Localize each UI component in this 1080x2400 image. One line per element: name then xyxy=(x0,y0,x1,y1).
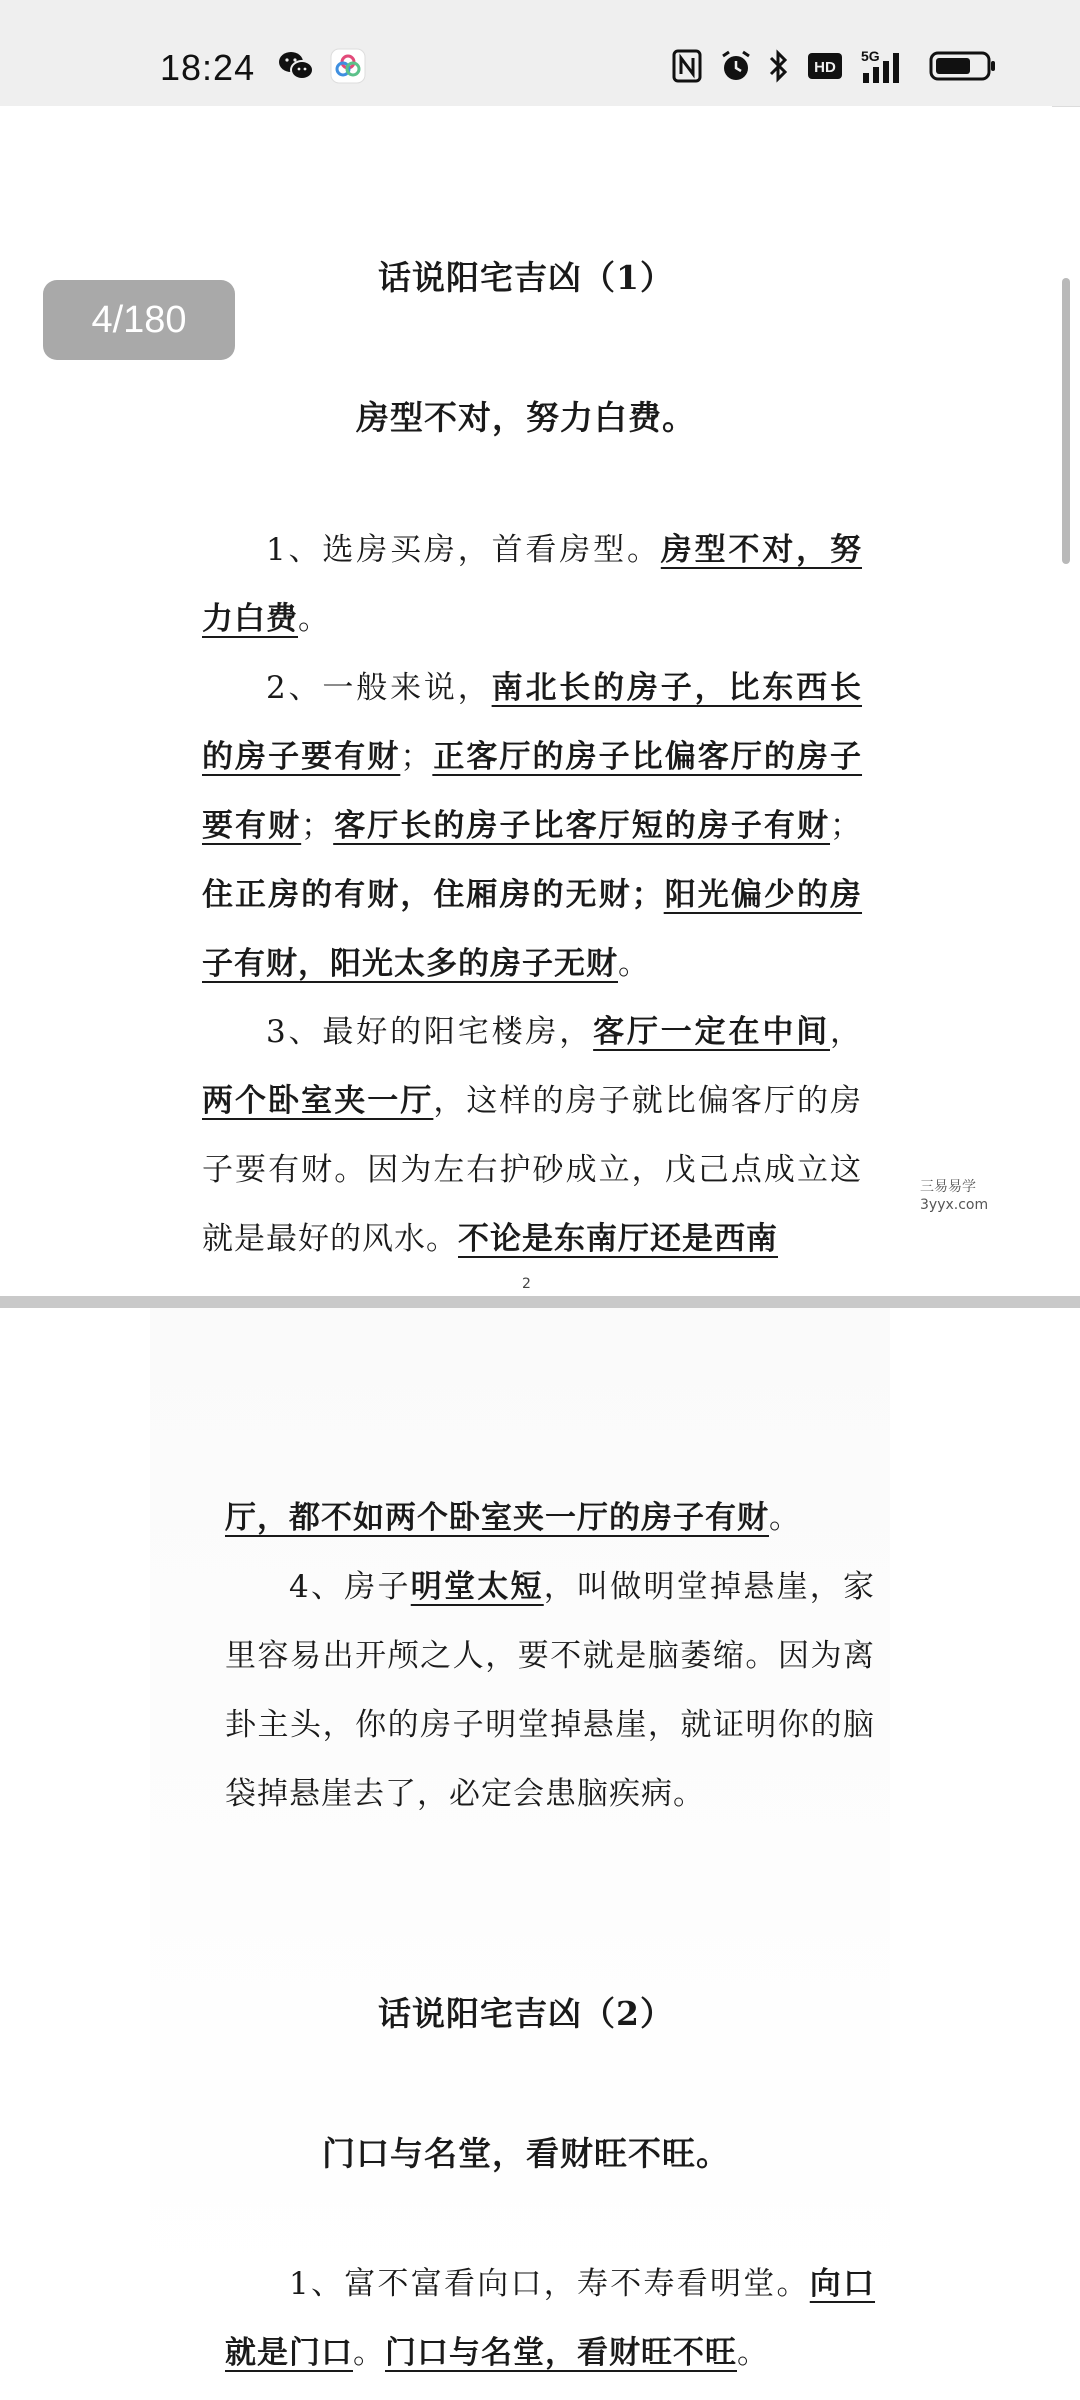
alarm-icon xyxy=(718,46,754,86)
emphasis-text: 不论是东南厅还是西南 xyxy=(458,1221,778,1257)
watermark xyxy=(920,1178,988,1214)
text-run: 。 xyxy=(737,2335,769,2371)
watermark-name: 三易易学 xyxy=(920,1179,976,1195)
emphasis-text: 客厅一定在中间 xyxy=(593,1014,830,1050)
emphasis-text: 厅，都不如两个卧室夹一厅的房子有财 xyxy=(225,1500,769,1536)
section-subtitle-2: 门口与名堂，看财旺不旺。 xyxy=(322,2134,730,2173)
wechat-icon xyxy=(276,46,316,86)
emphasis-text: 两个卧室夹一厅 xyxy=(202,1083,434,1119)
emphasis-text: 阳光偏少的房子有财，阳光太多的房子无财 xyxy=(202,877,863,982)
paragraph-4 xyxy=(225,1553,875,1829)
emphasis-text: 正客厅的房子比偏客厅的房子要有财 xyxy=(202,739,863,844)
nfc-icon xyxy=(670,46,704,86)
text-run: ，叫做明堂掉悬崖，家里容易出开颅之人，要不就是脑萎缩。因为离卦主头，你的房子明堂掉悬崖，就证明你的脑袋掉悬崖去了，必定会患脑疾病。 xyxy=(225,1569,876,1812)
text-run: ； xyxy=(400,739,433,775)
page-separator xyxy=(0,1296,1080,1308)
page-number: 2 xyxy=(522,1276,531,1292)
hd-label: HD xyxy=(814,59,836,76)
watermark-site: 3yyx.com xyxy=(920,1197,989,1213)
signal-5g-icon xyxy=(858,46,914,86)
paragraph-5 xyxy=(225,2250,875,2388)
section-title-2: 话说阳宅吉凶（2） xyxy=(378,1994,674,2033)
battery-icon xyxy=(928,46,998,86)
paragraph-1 xyxy=(202,516,862,654)
status-bar xyxy=(0,0,1080,107)
emphasis-text: 门口与名堂，看财旺不旺 xyxy=(385,2335,737,2371)
emphasis-text: 客厅长的房子比客厅短的房子有财 xyxy=(333,808,831,844)
section-subtitle-1: 房型不对，努力白费。 xyxy=(356,398,696,437)
text-run: ； xyxy=(830,808,863,844)
network-label: 5G xyxy=(861,48,880,64)
page-indicator: 4/180 xyxy=(43,280,235,360)
text-run: ， xyxy=(830,1014,862,1050)
paragraph-2 xyxy=(202,654,862,999)
text-run: 3、最好的阳宅楼房， xyxy=(266,1014,594,1050)
text-run: 。 xyxy=(298,601,330,637)
text-run: 1、选房买房，首看房型。 xyxy=(266,532,661,568)
text-run: 2、一般来说， xyxy=(266,670,492,706)
hd-icon xyxy=(806,46,844,86)
paragraph-3-continued xyxy=(225,1484,875,1553)
text-run: ，这样的房子就比偏客厅的房子要有财。因为左右护砂成立，戊己点成立这就是最好的风水。 xyxy=(202,1083,863,1257)
bluetooth-icon xyxy=(764,46,792,86)
emphasis-text: 向口就是门口 xyxy=(225,2266,876,2371)
emphasis-text: 南北长的房子，比东西长的房子要有财 xyxy=(202,670,862,775)
text-run: ； xyxy=(301,808,334,844)
text-run: 。 xyxy=(353,2335,385,2371)
bold-text: 住正房的有财，住厢房的无财； xyxy=(202,877,664,913)
app-icon xyxy=(328,46,368,86)
text-run: 。 xyxy=(618,946,650,982)
scrollbar-thumb[interactable] xyxy=(1062,278,1070,564)
text-run: 。 xyxy=(769,1500,801,1536)
document-page-2[interactable] xyxy=(0,1308,1052,2400)
section-title-1: 话说阳宅吉凶（1） xyxy=(378,258,674,297)
text-run: 4、房子 xyxy=(289,1569,411,1605)
paragraph-3 xyxy=(202,998,862,1274)
emphasis-text: 明堂太短 xyxy=(410,1569,544,1605)
status-time: 18:24 xyxy=(160,47,256,88)
text-run: 1、富不富看向口，寿不寿看明堂。 xyxy=(289,2266,810,2302)
emphasis-text: 房型不对，努力白费 xyxy=(202,532,862,637)
